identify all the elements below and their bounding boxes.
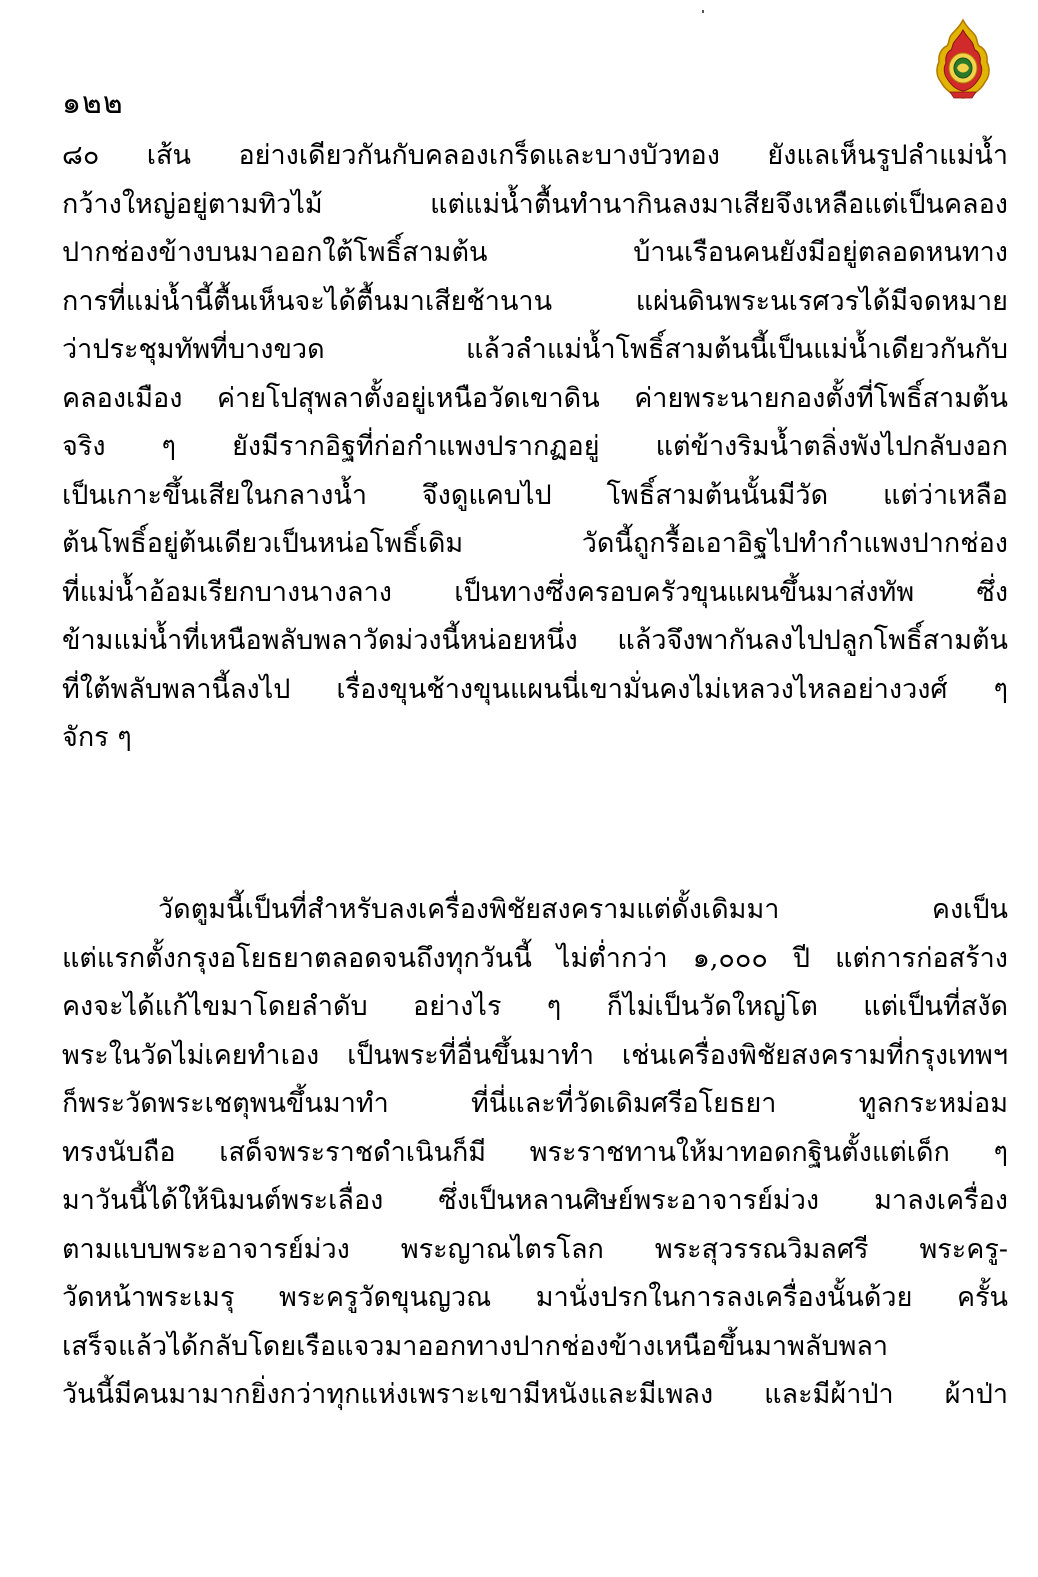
- text-line: ที่ใต้พลับพลานี้ลงไป เรื่องขุนช้างขุนแผนนี่เขามั่นคงไม่เหลวงไหลอย่างวงศ์ ๆ: [62, 673, 1008, 705]
- text-line: คงจะได้แก้ไขมาโดยลำดับ อย่างไร ๆ ก็ไม่เป็นวัดใหญ่โต แต่เป็นที่สงัด: [62, 991, 1008, 1022]
- text-line: ปากช่องข้างบนมาออกใต้โพธิ์สามต้น บ้านเรือนคนยังมีอยู่ตลอดหนทาง: [62, 237, 1008, 268]
- text-line: ตามแบบพระอาจารย์ม่วง พระญาณไตรโลก พระสุวรรณวิมลศรี พระครู-: [62, 1233, 1008, 1265]
- text-line: เสร็จแล้วได้กลับโดยเรือแจวมาออกทางปากช่องข้างเหนือขึ้นมาพลับพลา: [62, 1330, 889, 1362]
- text-line: จักร ๆ: [62, 722, 132, 753]
- paragraph-1: [62, 132, 1008, 763]
- text-line: ข้ามแม่น้ำที่เหนือพลับพลาวัดม่วงนี้หน่อยหนึ่ง แล้วจึงพากันลงไปปลูกโพธิ์สามต้น: [62, 625, 1008, 656]
- text-line: ต้นโพธิ์อยู่ต้นเดียวเป็นหน่อโพธิ์เดิม วัดนี้ถูกรื้อเอาอิฐไปทำกำแพงปากช่อง: [62, 528, 1008, 559]
- text-line: วัดตูมนี้เป็นที่สำหรับลงเครื่องพิชัยสงครามแต่ดั้งเดิมมา คงเป็น: [158, 894, 1008, 925]
- text-line: ที่แม่น้ำอ้อมเรียกบางนางลาง เป็นทางซึ่งครอบครัวขุนแผนขึ้นมาส่งทัพ ซึ่ง: [62, 576, 1008, 608]
- text-line: มาวันนี้ได้ให้นิมนต์พระเลื่อง ซึ่งเป็นหลานศิษย์พระอาจารย์ม่วง มาลงเครื่อง: [62, 1185, 1008, 1216]
- text-line: ทรงนับถือ เสด็จพระราชดำเนินก็มี พระราชทานให้มาทอดกฐินตั้งแต่เด็ก ๆ: [62, 1136, 1008, 1168]
- scan-speck: [702, 10, 704, 13]
- text-line: วันนี้มีคนมามากยิ่งกว่าทุกแห่งเพราะเขามีหนังและมีเพลง และมีผ้าป่า ผ้าป่า: [62, 1379, 1008, 1410]
- paragraph-2: [62, 886, 1008, 1420]
- text-line: การที่แม่น้ำนี้ตื้นเห็นจะได้ตื้นมาเสียช้านาน แผ่นดินพระนเรศวรได้มีจดหมาย: [62, 285, 1008, 317]
- text-line: ว่าประชุมทัพที่บางขวด แล้วลำแม่น้ำโพธิ์สามต้นนี้เป็นแม่น้ำเดียวกันกับ: [62, 334, 1008, 365]
- text-line: แต่แรกตั้งกรุงอโยธยาตลอดจนถึงทุกวันนี้ ไม่ต่ำกว่า ๑,๐๐๐ ปี แต่การก่อสร้าง: [62, 942, 1008, 974]
- text-line: เป็นเกาะขึ้นเสียในกลางน้ำ จึงดูแคบไป โพธิ์สามต้นนั้นมีวัด แต่ว่าเหลือ: [62, 479, 1008, 511]
- text-line: กว้างใหญ่อยู่ตามทิวไม้ แต่แม่น้ำตื้นทำนากินลงมาเสียจึงเหลือแต่เป็นคลอง: [62, 188, 1008, 220]
- text-line: ก็พระวัดพระเชตุพนขึ้นมาทำ ที่นี่และที่วัดเดิมศรีอโยธยา ทูลกระหม่อม: [62, 1088, 1008, 1119]
- text-line: คลองเมือง ค่ายโปสุพลาตั้งอยู่เหนือวัดเขาดิน ค่ายพระนายกองตั้งที่โพธิ์สามต้น: [62, 382, 1008, 414]
- text-line: พระในวัดไม่เคยทำเอง เป็นพระที่อื่นขึ้นมาทำ เช่นเครื่องพิชัยสงครามที่กรุงเทพฯ: [62, 1039, 1008, 1071]
- thai-ministry-emblem-icon: [930, 18, 996, 100]
- text-line: วัดหน้าพระเมรุ พระครูวัดขุนญวณ มานั่งปรกในการลงเครื่องนั้นด้วย ครั้น: [62, 1282, 1008, 1313]
- text-line: ๘๐ เส้น อย่างเดียวกันกับคลองเกร็ดและบางบัวทอง ยังแลเห็นรูปลำแม่น้ำ: [62, 140, 1008, 171]
- text-line: จริง ๆ ยังมีรากอิฐที่ก่อกำแพงปรากฏอยู่ แต่ข้างริมน้ำตลิ่งพังไปกลับงอก: [62, 431, 1008, 462]
- page-number: ๑๒๒: [62, 86, 124, 121]
